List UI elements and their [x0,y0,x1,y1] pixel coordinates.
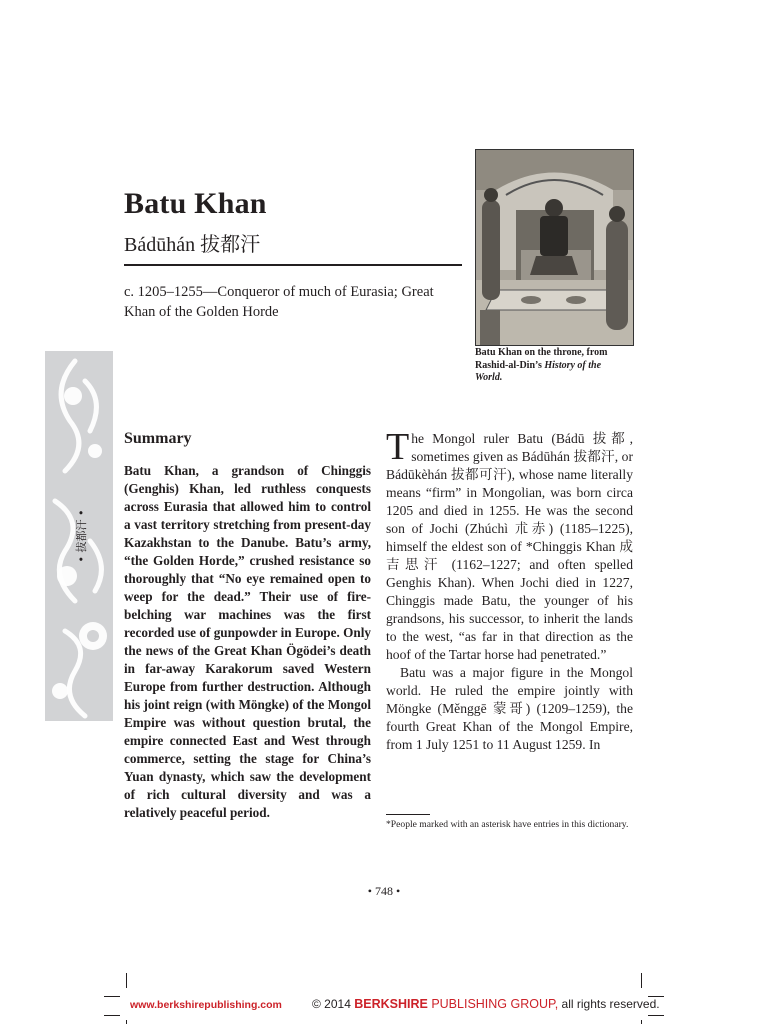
publisher-brand-rest: PUBLISHING GROUP, [427,997,559,1011]
article-column [386,426,633,754]
article-paragraph-1 [386,426,633,664]
crop-mark [126,973,127,988]
entry-dates: c. 1205–1255—Conqueror of much of Eurasia; Great Khan of the Golden Horde [124,284,434,320]
figure-caption [475,347,625,385]
rights-text: all rights reserved. [558,997,660,1011]
page-number: • 748 • [367,884,401,898]
publisher-website-link[interactable]: www.berkshirepublishing.com [130,999,282,1011]
caption-text: Batu Khan on the throne, from Rashid-al-Din’s [475,347,608,371]
miniature-painting-image [476,150,633,345]
copyright-prefix: © 2014 [312,997,355,1011]
footnote-divider [386,814,430,815]
summary-body: Batu Khan, a grandson of Chinggis (Genghis) Khan, led ruthless conquests across Eurasia that allowed him to control a vast territory stretching from present-day Kazakhstan to the Danube. Batu’s army, “the Golden Horde,” crushed resistance so thoroughly that “No eye remained open to weep for the dead.” Their use of fire-belching war machines was the first recorded use of gunpowder in Europe. Only the news of the Great Khan Ögödei’s death in far-away Karakorum saved Western Europe from further destruction. Although his joint reign (with Möngke) of the Mongol Empire was without question brutal, the empire connected East and West through commerce, setting the stage for China’s Yuan dynasty, which saw the development of rich cultural diversity and was a relatively peaceful period. [124,463,371,820]
crop-mark [641,1020,642,1024]
summary-heading: Summary [124,430,192,447]
crop-mark [104,996,120,997]
footnote: *People marked with an asterisk have entries in this dictionary. [386,819,629,830]
copyright-notice [312,997,660,1011]
article-paragraph-1-text: he Mongol ruler Batu (Bádū 拔都, sometimes given as Bádūhán 拔都汗, or Bádūkèhán 拔都可汗), whose name literally means “firm” in Mongolian, was born circa 1205 and died in 1255. He was the second son of Jochi (Zhúchì 朮赤) (1185–1225), himself the eldest son of *Chinggis Khan 成吉思汗 (1162–1227; and often spelled Genghis Khan). When Jochi died in 1227, Chinggis made Batu, the younger of his grandsons, his successor, to inherit the lands to the west, “as far in that direction as the hoof of the Tartar horse had penetrated.” [386,431,633,662]
entry-title: Batu Khan [124,187,267,220]
crop-mark [641,973,642,988]
title-divider [124,264,462,266]
entry-subtitle: Bádūhán 拔都汗 [124,234,261,256]
crop-mark [126,1020,127,1024]
crop-mark [648,1015,664,1016]
batu-khan-illustration [475,149,634,346]
article-paragraph-2: Batu was a major figure in the Mongol world. He ruled the empire jointly with Möngke (Měnggē 蒙哥) (1209–1259), the fourth Great Khan of the Mongol Empire, from 1 July 1251 to 11 August 1259. In [386,665,633,752]
caption-book-title: History of the World. [475,359,602,383]
side-chinese-label: • 拔都汗 • [75,509,88,563]
drop-cap: T [386,426,410,468]
publisher-brand: BERKSHIRE [354,997,428,1011]
crop-mark [648,996,664,997]
crop-mark [104,1015,120,1016]
